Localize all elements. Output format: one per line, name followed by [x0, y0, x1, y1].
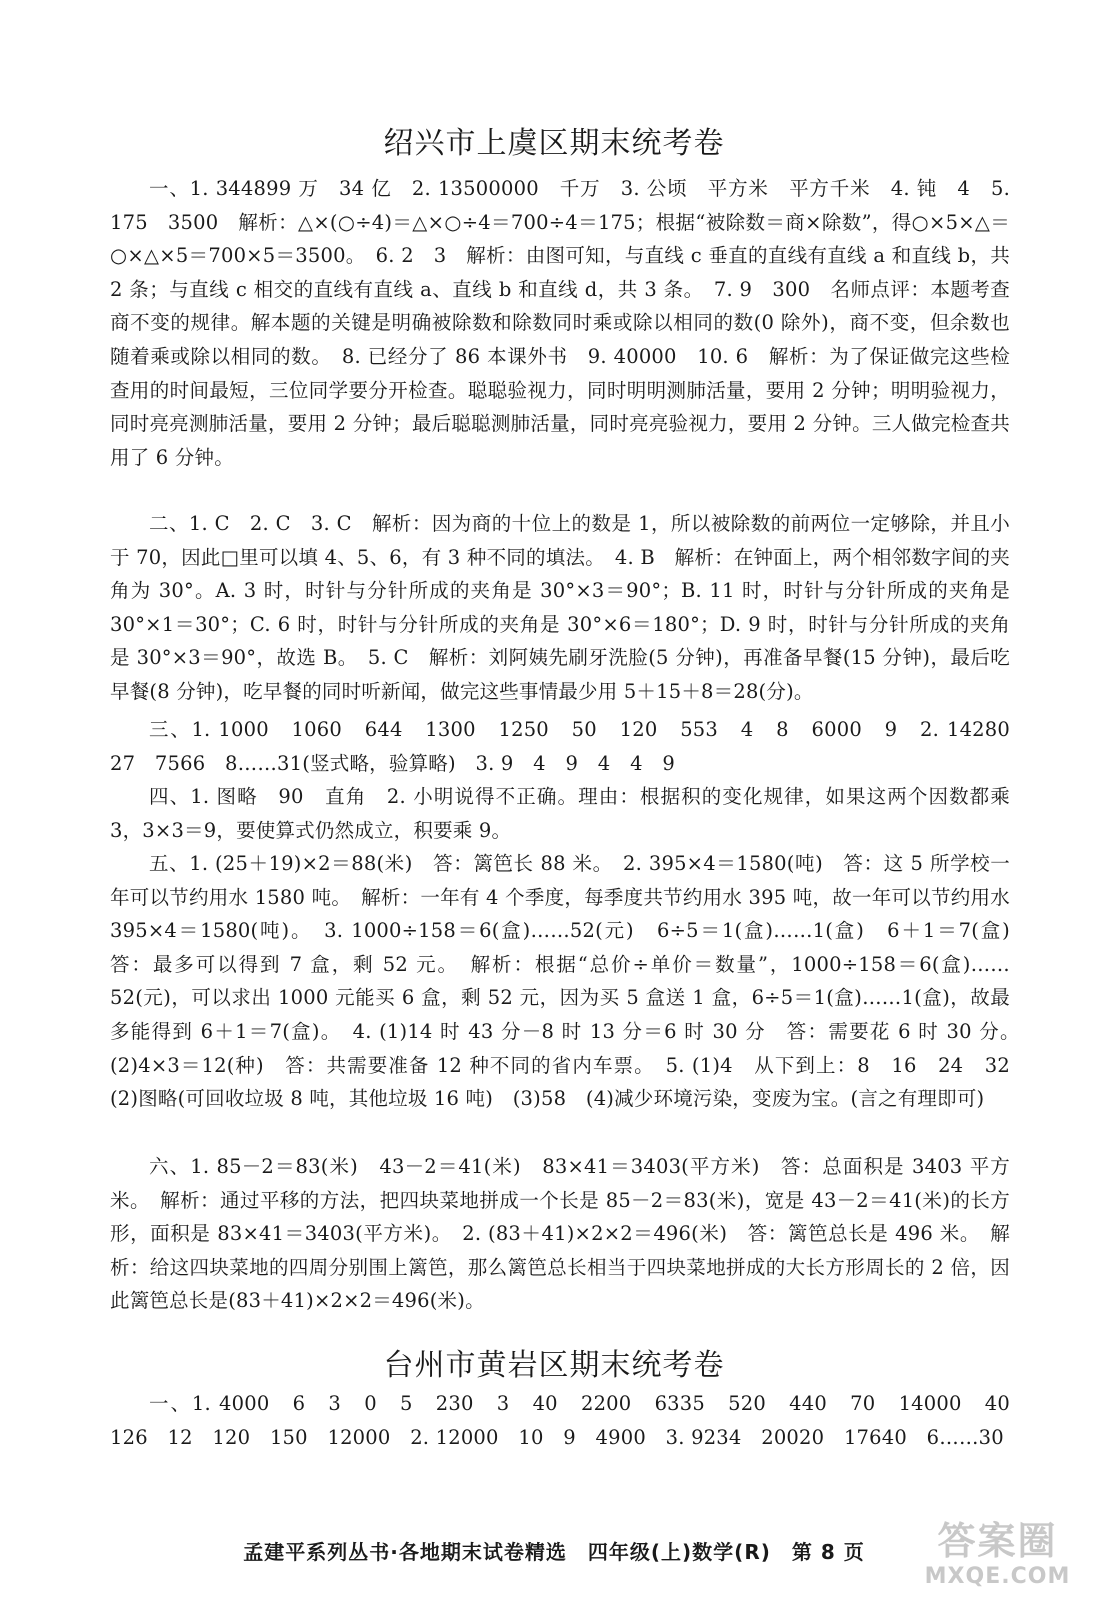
section1-title: 绍兴市上虞区期末统考卷: [383, 126, 725, 161]
answer-part-1: 一、1. 344899 万 34 亿 2. 13500000 千万 3. 公顷 平方米 平方千米 4. 钝 4 5. 175 3500 解析：△×(○÷4)＝△×○÷4＝700÷4＝175；根据“被除数＝商×除数”，得○×5×△＝○×△×5＝700×5＝3500。 6. 2 3 解析：由图可知，与直线 c 垂直的直线有直线 a 和直线 b，共 2 条；与直线 c 相交的直线有直线 a、直线 b 和直线 d，共 3 条。 7. 9 300 名师点评：本题考查商不变的规律。解本题的关键是明确被除数和除数同时乘或除以相同的数(0 除外)，商不变，但余数也随着乘或除以相同的数。 8. 已经分了 86 本课外书 9. 40000 10. 6 解析：为了保证做完这些检查用的时间最短，三位同学要分开检查。聪聪验视力，同时明明测肺活量，要用 2 分钟；明明验视力，同时亮亮测肺活量，要用 2 分钟；最后聪聪测肺活量，同时亮亮验视力，要用 2 分钟。三人做完检查共用了 6 分钟。: [110, 177, 1010, 469]
section2-answer-part-1: 一、1. 4000 6 3 0 5 230 3 40 2200 6335 520 440 70 14000 40 126 12 120 150 12000 2. 12000 10 9 4900 3. 9234 20020 17640 6……30: [110, 1392, 1030, 1449]
answer-part-5: 五、1. (25＋19)×2＝88(米) 答：篱笆长 88 米。 2. 395×4＝1580(吨) 答：这 5 所学校一年可以节约用水 1580 吨。 解析：一年有 4 个季度，每季度共节约用水 395 吨，故一年可以节约用水 395×4＝1580(吨)。 3. 1000÷158＝6(盒)……52(元) 6÷5＝1(盒)……1(盒) 6＋1＝7(盒) 答：最多可以得到 7 盒，剩 52 元。 解析：根据“总价÷单价＝数量”，1000÷158＝6(盒)……52(元)，可以求出 1000 元能买 6 盒，剩 52 元，因为买 5 盒送 1 盒，6÷5＝1(盒)……1(盒)，故最多能得到 6＋1＝7(盒)。 4. (1)14 时 43 分－8 时 13 分＝6 时 30 分 答：需要花 6 时 30 分。 (2)4×3＝12(种) 答：共需要准备 12 种不同的省内车票。 5. (1)4 从下到上：8 16 24 32 (2)图略(可回收垃圾 8 吨，其他垃圾 16 吨) (3)58 (4)减少环境污染，变废为宝。(言之有理即可): [110, 852, 1030, 1111]
watermark-main-text: 答案圈: [937, 1519, 1058, 1563]
answer-part-6: 六、1. 85－2＝83(米) 43－2＝41(米) 83×41＝3403(平方米) 答：总面积是 3403 平方米。 解析：通过平移的方法，把四块菜地拼成一个长是 85－2＝83(米)，宽是 43－2＝41(米)的长方形，面积是 83×41＝3403(平方米)。 2. (83＋41)×2×2＝496(米) 答：篱笆总长是 496 米。 解析：给这四块菜地的四周分别围上篱笆，那么篱笆总长相当于四块菜地拼成的大长方形周长的 2 倍，因此篱笆总长是(83＋41)×2×2＝496(米)。: [110, 1155, 1010, 1313]
watermark-logo: [905, 1518, 1090, 1596]
section2-title: 台州市黄岩区期末统考卷: [383, 1348, 725, 1383]
page-footer: 孟建平系列丛书·各地期末试卷精选 四年级(上)数学(R) 第 8 页: [243, 1540, 865, 1564]
answer-part-2: 二、1. C 2. C 3. C 解析：因为商的十位上的数是 1，所以被除数的前两位一定够除，并且小于 70，因此□里可以填 4、5、6，有 3 种不同的填法。 4. B 解析：在钟面上，两个相邻数字间的夹角为 30°。A. 3 时，时针与分针所成的夹角是 30°×3＝90°；B. 11 时，时针与分针所成的夹角是 30°×1＝30°；C. 6 时，时针与分针所成的夹角是 30°×6＝180°；D. 9 时，时针与分针所成的夹角是 30°×3＝90°，故选 B。 5. C 解析：刘阿姨先刷牙洗脸(5 分钟)，再准备早餐(15 分钟)，最后吃早餐(8 分钟)，吃早餐的同时听新闻，做完这些事情最少用 5＋15＋8＝28(分)。: [110, 512, 1010, 703]
answer-part-4: 四、1. 图略 90 直角 2. 小明说得不正确。理由：根据积的变化规律，如果这两个因数都乘 3，3×3＝9，要使算式仍然成立，积要乘 9。: [110, 785, 1010, 842]
answer-part-3: 三、1. 1000 1060 644 1300 1250 50 120 553 4 8 6000 9 2. 14280 27 7566 8……31(竖式略，验算略) 3. 9 4 9 4 4 9: [110, 718, 1030, 775]
watermark-url: MXQE.COM: [924, 1564, 1071, 1589]
